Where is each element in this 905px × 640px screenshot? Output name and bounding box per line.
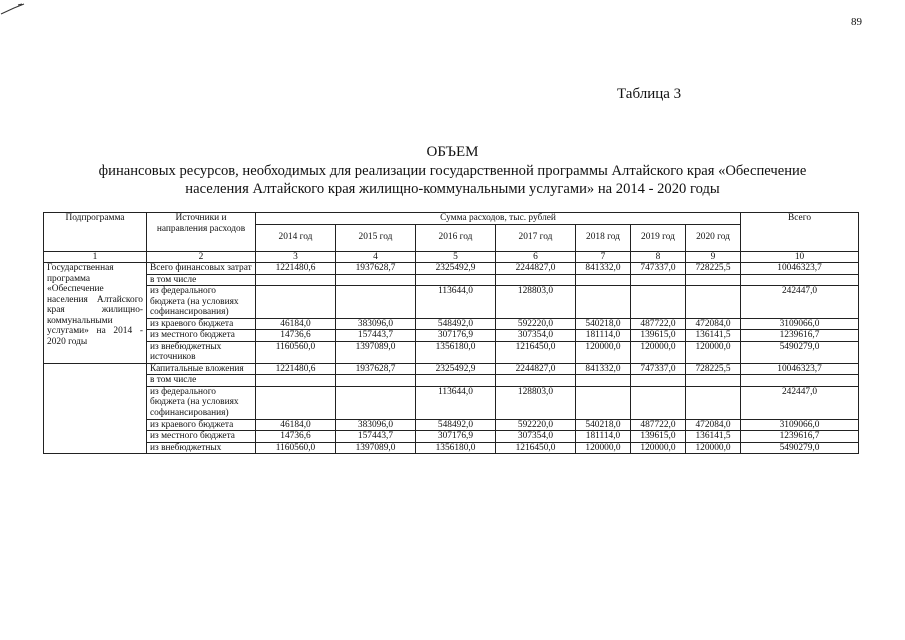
value-cell: 46184,0	[256, 318, 336, 330]
row-label: из внебюджетных	[147, 442, 256, 454]
value-cell: 728225,5	[686, 263, 741, 275]
row-label: из местного бюджета	[147, 431, 256, 443]
column-index: 2	[147, 251, 256, 263]
row-label: Капитальные вложения	[147, 363, 256, 375]
value-cell	[256, 286, 336, 319]
value-cell: 157443,7	[336, 431, 416, 443]
total-cell: 242447,0	[741, 386, 859, 419]
table-row	[44, 318, 859, 330]
table-row	[44, 386, 859, 419]
value-cell: 157443,7	[336, 330, 416, 342]
value-cell	[686, 274, 741, 286]
row-label: из внебюджетных источников	[147, 341, 256, 363]
column-index: 1	[44, 251, 147, 263]
row-label: из местного бюджета	[147, 330, 256, 342]
value-cell	[496, 375, 576, 387]
value-cell: 1160560,0	[256, 341, 336, 363]
value-cell: 592220,0	[496, 318, 576, 330]
value-cell: 14736,6	[256, 431, 336, 443]
value-cell	[256, 274, 336, 286]
value-cell	[336, 286, 416, 319]
total-cell: 5490279,0	[741, 341, 859, 363]
value-cell: 548492,0	[416, 419, 496, 431]
header-year: 2020 год	[686, 224, 741, 251]
column-index-row	[44, 251, 859, 263]
financing-table	[43, 212, 859, 454]
header-sources: Источники и направления расходов	[147, 213, 256, 252]
value-cell	[686, 386, 741, 419]
value-cell	[576, 386, 631, 419]
value-cell: 120000,0	[576, 442, 631, 454]
total-cell: 1239616,7	[741, 431, 859, 443]
value-cell	[686, 286, 741, 319]
header-year: 2014 год	[256, 224, 336, 251]
table-label: Таблица 3	[617, 86, 682, 102]
value-cell	[416, 274, 496, 286]
value-cell: 841332,0	[576, 263, 631, 275]
column-index: 7	[576, 251, 631, 263]
value-cell: 1937628,7	[336, 263, 416, 275]
value-cell: 181114,0	[576, 431, 631, 443]
value-cell: 120000,0	[686, 442, 741, 454]
total-cell: 10046323,7	[741, 263, 859, 275]
column-index: 10	[741, 251, 859, 263]
value-cell: 1937628,7	[336, 363, 416, 375]
value-cell: 139615,0	[631, 330, 686, 342]
total-cell: 3109066,0	[741, 419, 859, 431]
total-cell: 3109066,0	[741, 318, 859, 330]
table-row	[44, 375, 859, 387]
total-cell	[741, 375, 859, 387]
value-cell: 540218,0	[576, 419, 631, 431]
value-cell: 307176,9	[416, 330, 496, 342]
value-cell	[416, 375, 496, 387]
value-cell: 1397089,0	[336, 442, 416, 454]
column-index: 6	[496, 251, 576, 263]
document-title: ОБЪЕМ	[426, 144, 479, 160]
row-label: из федерального бюджета (на условиях софинансирования)	[147, 386, 256, 419]
value-cell: 472084,0	[686, 419, 741, 431]
value-cell: 1221480,6	[256, 363, 336, 375]
column-index: 4	[336, 251, 416, 263]
value-cell: 307354,0	[496, 330, 576, 342]
value-cell: 136141,5	[686, 431, 741, 443]
value-cell: 747337,0	[631, 363, 686, 375]
corner-pen-mark	[0, 0, 30, 20]
value-cell	[576, 375, 631, 387]
table-row	[44, 363, 859, 375]
value-cell: 128803,0	[496, 386, 576, 419]
page-number: 89	[851, 16, 862, 28]
value-cell: 181114,0	[576, 330, 631, 342]
value-cell	[631, 286, 686, 319]
value-cell: 2244827,0	[496, 263, 576, 275]
value-cell: 383096,0	[336, 318, 416, 330]
document-subtitle-line-2: населения Алтайского края жилищно-коммунальными услугами» на 2014 - 2020 годы	[185, 181, 720, 197]
value-cell: 487722,0	[631, 419, 686, 431]
value-cell: 1397089,0	[336, 341, 416, 363]
value-cell: 307176,9	[416, 431, 496, 443]
value-cell: 548492,0	[416, 318, 496, 330]
value-cell: 14736,6	[256, 330, 336, 342]
header-year: 2019 год	[631, 224, 686, 251]
value-cell: 1160560,0	[256, 442, 336, 454]
value-cell: 120000,0	[686, 341, 741, 363]
table-row	[44, 274, 859, 286]
table-row	[44, 431, 859, 443]
value-cell: 113644,0	[416, 386, 496, 419]
value-cell: 1356180,0	[416, 341, 496, 363]
value-cell: 2244827,0	[496, 363, 576, 375]
value-cell: 1356180,0	[416, 442, 496, 454]
header-year: 2016 год	[416, 224, 496, 251]
value-cell	[336, 386, 416, 419]
value-cell: 472084,0	[686, 318, 741, 330]
total-cell: 10046323,7	[741, 363, 859, 375]
value-cell	[576, 274, 631, 286]
header-total: Всего	[741, 213, 859, 252]
value-cell: 728225,5	[686, 363, 741, 375]
value-cell: 487722,0	[631, 318, 686, 330]
table-row	[44, 286, 859, 319]
column-index: 5	[416, 251, 496, 263]
value-cell: 120000,0	[631, 442, 686, 454]
row-label: из федерального бюджета (на условиях софинансирования)	[147, 286, 256, 319]
value-cell: 592220,0	[496, 419, 576, 431]
value-cell: 307354,0	[496, 431, 576, 443]
value-cell: 120000,0	[576, 341, 631, 363]
value-cell: 113644,0	[416, 286, 496, 319]
value-cell: 1216450,0	[496, 341, 576, 363]
value-cell: 2325492,9	[416, 263, 496, 275]
total-cell: 1239616,7	[741, 330, 859, 342]
value-cell	[256, 375, 336, 387]
table-header-row	[44, 213, 859, 225]
table-row	[44, 341, 859, 363]
column-index: 9	[686, 251, 741, 263]
total-cell	[741, 274, 859, 286]
value-cell: 747337,0	[631, 263, 686, 275]
value-cell: 1221480,6	[256, 263, 336, 275]
header-year: 2017 год	[496, 224, 576, 251]
value-cell	[336, 274, 416, 286]
document-subtitle-line-1: финансовых ресурсов, необходимых для реализации государственной программы Алтайского края «Обеспечение	[98, 163, 807, 179]
total-cell: 5490279,0	[741, 442, 859, 454]
row-label: из краевого бюджета	[147, 419, 256, 431]
value-cell: 540218,0	[576, 318, 631, 330]
header-sum: Сумма расходов, тыс. рублей	[256, 213, 741, 225]
value-cell	[631, 274, 686, 286]
row-label: в том числе	[147, 274, 256, 286]
value-cell: 1216450,0	[496, 442, 576, 454]
header-year: 2018 год	[576, 224, 631, 251]
total-cell: 242447,0	[741, 286, 859, 319]
value-cell	[631, 375, 686, 387]
value-cell	[686, 375, 741, 387]
column-index: 3	[256, 251, 336, 263]
table-row	[44, 263, 859, 275]
value-cell	[256, 386, 336, 419]
value-cell	[631, 386, 686, 419]
header-subprogram: Подпрограмма	[44, 213, 147, 252]
table-row	[44, 330, 859, 342]
value-cell: 46184,0	[256, 419, 336, 431]
value-cell: 139615,0	[631, 431, 686, 443]
program-name-cell-continued	[44, 363, 147, 453]
row-label: Всего финансовых затрат	[147, 263, 256, 275]
header-year: 2015 год	[336, 224, 416, 251]
table-row	[44, 419, 859, 431]
table-row	[44, 442, 859, 454]
value-cell: 2325492,9	[416, 363, 496, 375]
program-name-cell: Государственная программа «Обеспечение населения Алтайского края жилищно-коммунальными услугами» на 2014 - 2020 годы	[44, 263, 147, 364]
value-cell	[496, 274, 576, 286]
row-label: в том числе	[147, 375, 256, 387]
value-cell: 120000,0	[631, 341, 686, 363]
value-cell: 128803,0	[496, 286, 576, 319]
value-cell: 841332,0	[576, 363, 631, 375]
value-cell: 383096,0	[336, 419, 416, 431]
column-index: 8	[631, 251, 686, 263]
row-label: из краевого бюджета	[147, 318, 256, 330]
value-cell	[576, 286, 631, 319]
value-cell	[336, 375, 416, 387]
value-cell: 136141,5	[686, 330, 741, 342]
